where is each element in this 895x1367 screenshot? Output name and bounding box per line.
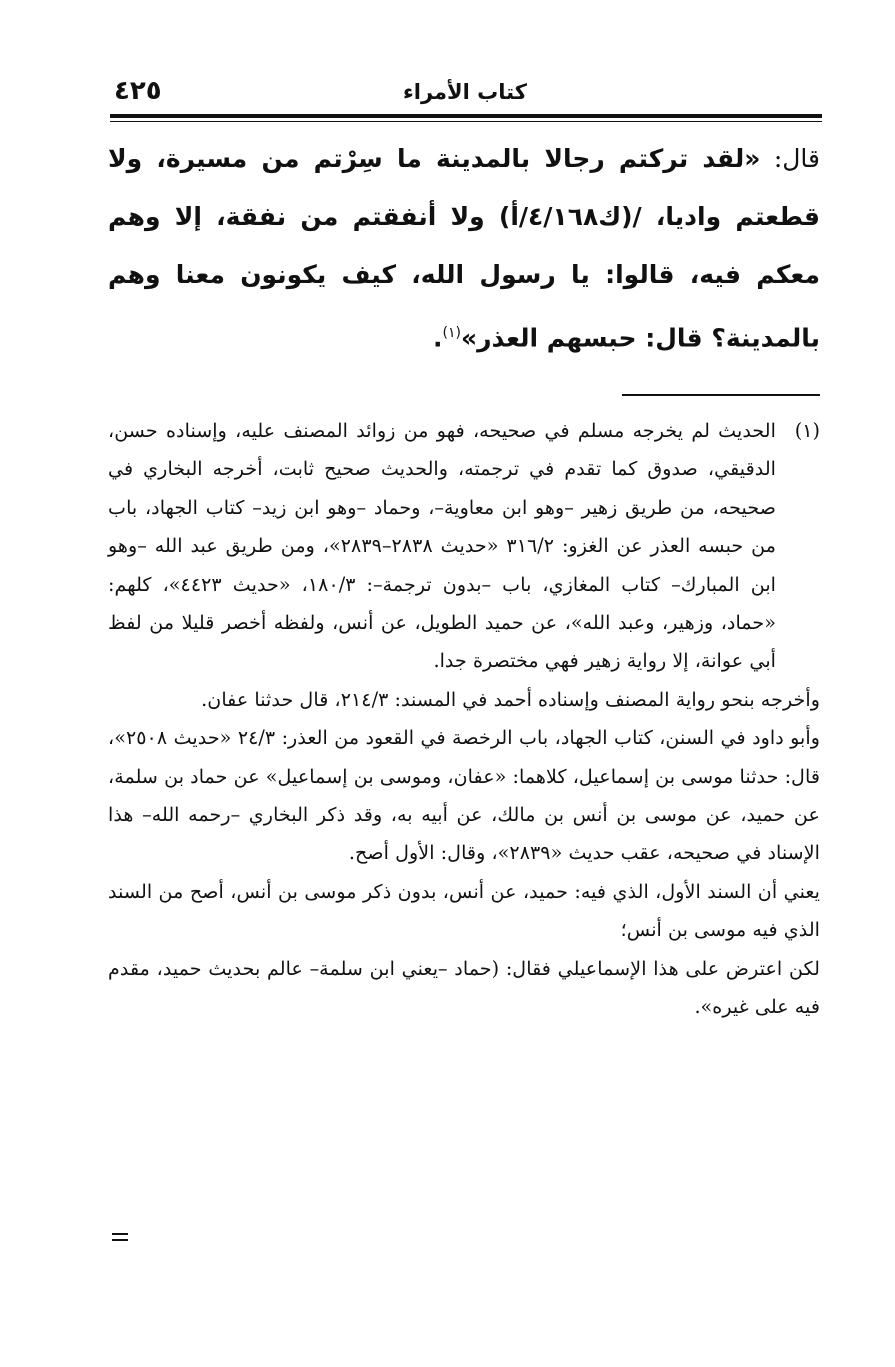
footnote-paragraph-4: يعني أن السند الأول، الذي فيه: حميد، عن أنس، بدون ذكر موسى بن أنس، أصح من السند الذي فيه موسى بن أنس؛ bbox=[108, 879, 820, 942]
footnote-paragraph-5: لكن اعترض على هذا الإسماعيلي فقال: (حماد –يعني ابن سلمة– عالم بحديث حميد، مقدم فيه على غيره». bbox=[108, 956, 820, 1019]
hadith-lead: قال: bbox=[760, 144, 820, 173]
footnote-paragraph-2: وأخرجه بنحو رواية المصنف وإسناده أحمد في المسند: ٢١٤/٣، قال حدثنا عفان. bbox=[201, 687, 820, 711]
footnote-reference[interactable]: (١) bbox=[442, 325, 461, 341]
hadith-text bbox=[108, 130, 820, 367]
footnote-text-1: الحديث لم يخرجه مسلم في صحيحه، فهو من زوائد المصنف عليه، وإسناده حسن، الدقيقي، صدوق كما تقدم في ترجمته، والحديث صحيح ثابت، أخرجه البخاري في صحيحه، من طريق زهير –وهو ابن معاوية–، وحماد –وهو ابن زيد– كتاب الجهاد، باب من حبسه العذر عن الغزو: ٣١٦/٢ «حديث ٢٨٣٨–٢٨٣٩»، ومن طريق عبد الله –وهو ابن المبارك– كتاب المغازي، باب –بدون ترجمة–: ١٨٠/٣، «حديث ٤٤٢٣»، كلهم: «حماد، وزهير، وعبد الله»، عن حميد الطويل، عن أنس، ولفظه أخصر قليلا من لفظ أبي عوانة، إلا رواية زهير فهي مختصرة جدا. bbox=[108, 419, 777, 673]
header-rule-thin bbox=[110, 121, 822, 122]
footnote-number: (١) bbox=[794, 419, 820, 442]
footnote-paragraph-3: وأبو داود في السنن، كتاب الجهاد، باب الرخصة في القعود من العذر: ٢٤/٣ «حديث ٢٥٠٨»، قال: حدثنا موسى بن إسماعيل، كلاهما: «عفان، وموسى بن إسماعيل» عن حماد بن سلمة، عن حميد، عن موسى بن أنس بن مالك، عن أبيه به، وقد ذكر البخاري –رحمه الله– هذا الإسناد في صحيحه، عقب حديث «٢٨٣٩»، وقال: الأول أصح. bbox=[108, 726, 820, 865]
footnotes bbox=[108, 412, 820, 1027]
footnote-paragraph-1 bbox=[108, 412, 820, 681]
hadith-body: «لقد تركتم رجالا بالمدينة ما سِرْتم من مسيرة، ولا قطعتم واديا، /(ك٤/١٦٨/أ) ولا أنفقتم من نفقة، إلا وهم معكم فيه، قالوا: يا رسول الله، كيف يكونون معنا وهم بالمدينة؟ قال: حبسهم العذر» bbox=[108, 144, 820, 353]
hadith-end: . bbox=[433, 323, 443, 353]
end-mark bbox=[112, 1233, 128, 1243]
header-rule-thick bbox=[110, 114, 822, 118]
running-header bbox=[110, 74, 820, 114]
footnote-separator bbox=[622, 394, 820, 396]
page-number: ٤٢٥ bbox=[114, 76, 162, 106]
header-title: كتاب الأمراء bbox=[403, 80, 527, 104]
